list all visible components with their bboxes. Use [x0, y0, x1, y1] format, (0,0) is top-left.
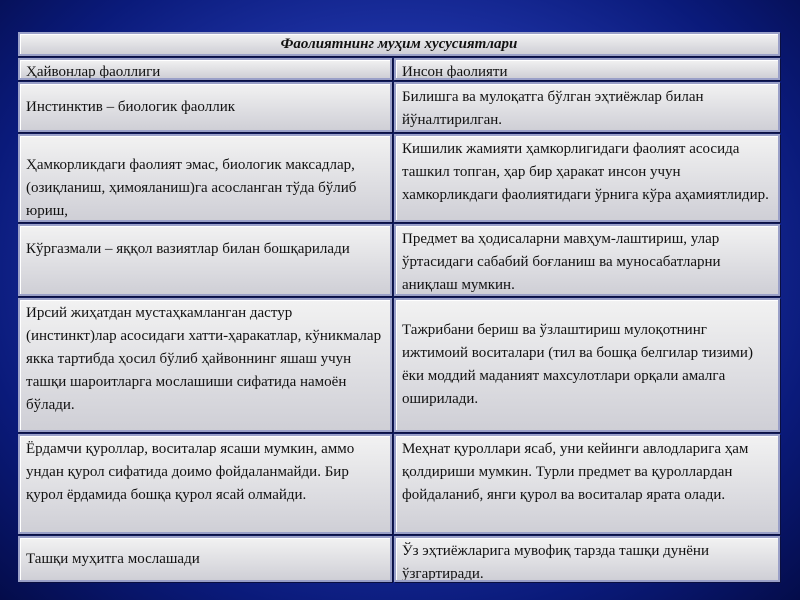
- table-row-6-human: Ўз эҳтиёжларига мувофиқ тарзда ташқи дунёни ўзгартиради.: [394, 536, 780, 582]
- table-row-4-human: [394, 298, 780, 432]
- column-header-humans: Инсон фаолияти: [394, 58, 780, 80]
- table-row-6-animal: [18, 536, 392, 582]
- table-title: Фаолиятнинг муҳим хусусиятлари: [18, 32, 780, 56]
- comparison-table: [18, 32, 780, 582]
- table-row-2-human: Кишилик жамияти ҳамкорлигидаги фаолият асосида ташкил топган, ҳар бир ҳаракат инсон учун хамкорликдаги фаолиятидаги ўрнига кўра аҳамиятлидир.: [394, 134, 780, 222]
- table-row-5-animal: Ёрдамчи қуроллар, воситалар ясаши мумкин, аммо ундан қурол сифатида доимо фойдаланмайди. Бир қурол ёрдамида бошқа қурол ясай олмайди.: [18, 434, 392, 534]
- table-row-2-animal: Ҳамкорликдаги фаолият эмас, биологик максадлар, (озиқланиш, ҳимояланиш)га асосланган тўда бўлиб юриш,: [18, 134, 392, 222]
- table-row-4-animal: Ирсий жиҳатдан мустаҳкамланган дастур (инстинкт)лар асосидаги хатти-ҳаракатлар, кўникмалар якка тартибда ҳосил бўлиб ҳайвоннинг яшаш учун ташқи шароитларга мослашиши сифатида намоён бўлади.: [18, 298, 392, 432]
- cell-text: Тажрибани бериш ва ўзлаштириш мулоқотнинг ижтимоий воситалари (тил ва бошқа белгилар тизими) ёки моддий маданият махсулотлари орқали амалга оширилади.: [402, 322, 753, 407]
- table-row-1-human: Билишга ва мулоқатга бўлган эҳтиёжлар билан йўналтирилган.: [394, 82, 780, 132]
- table-row-1-animal: [18, 82, 392, 132]
- cell-text: Инстинктив – биологик фаоллик: [26, 98, 236, 115]
- table-row-3-human: Предмет ва ҳодисаларни мавҳум-лаштириш, улар ўртасидаги сабабий боғланиш ва муносабатларни аниқлаш мумкин.: [394, 224, 780, 296]
- cell-text: Ташқи муҳитга мослашади: [26, 550, 200, 567]
- column-header-animals: Ҳайвонлар фаоллиги: [18, 58, 392, 80]
- table-row-5-human: Меҳнат қуроллари ясаб, уни кейинги авлодларига ҳам қолдириши мумкин. Турли предмет ва қуроллардан фойдаланиб, янги қурол ва воситалар ярата олади.: [394, 434, 780, 534]
- table-row-3-animal: Кўргазмали – яққол вазиятлар билан бошқарилади: [18, 224, 392, 296]
